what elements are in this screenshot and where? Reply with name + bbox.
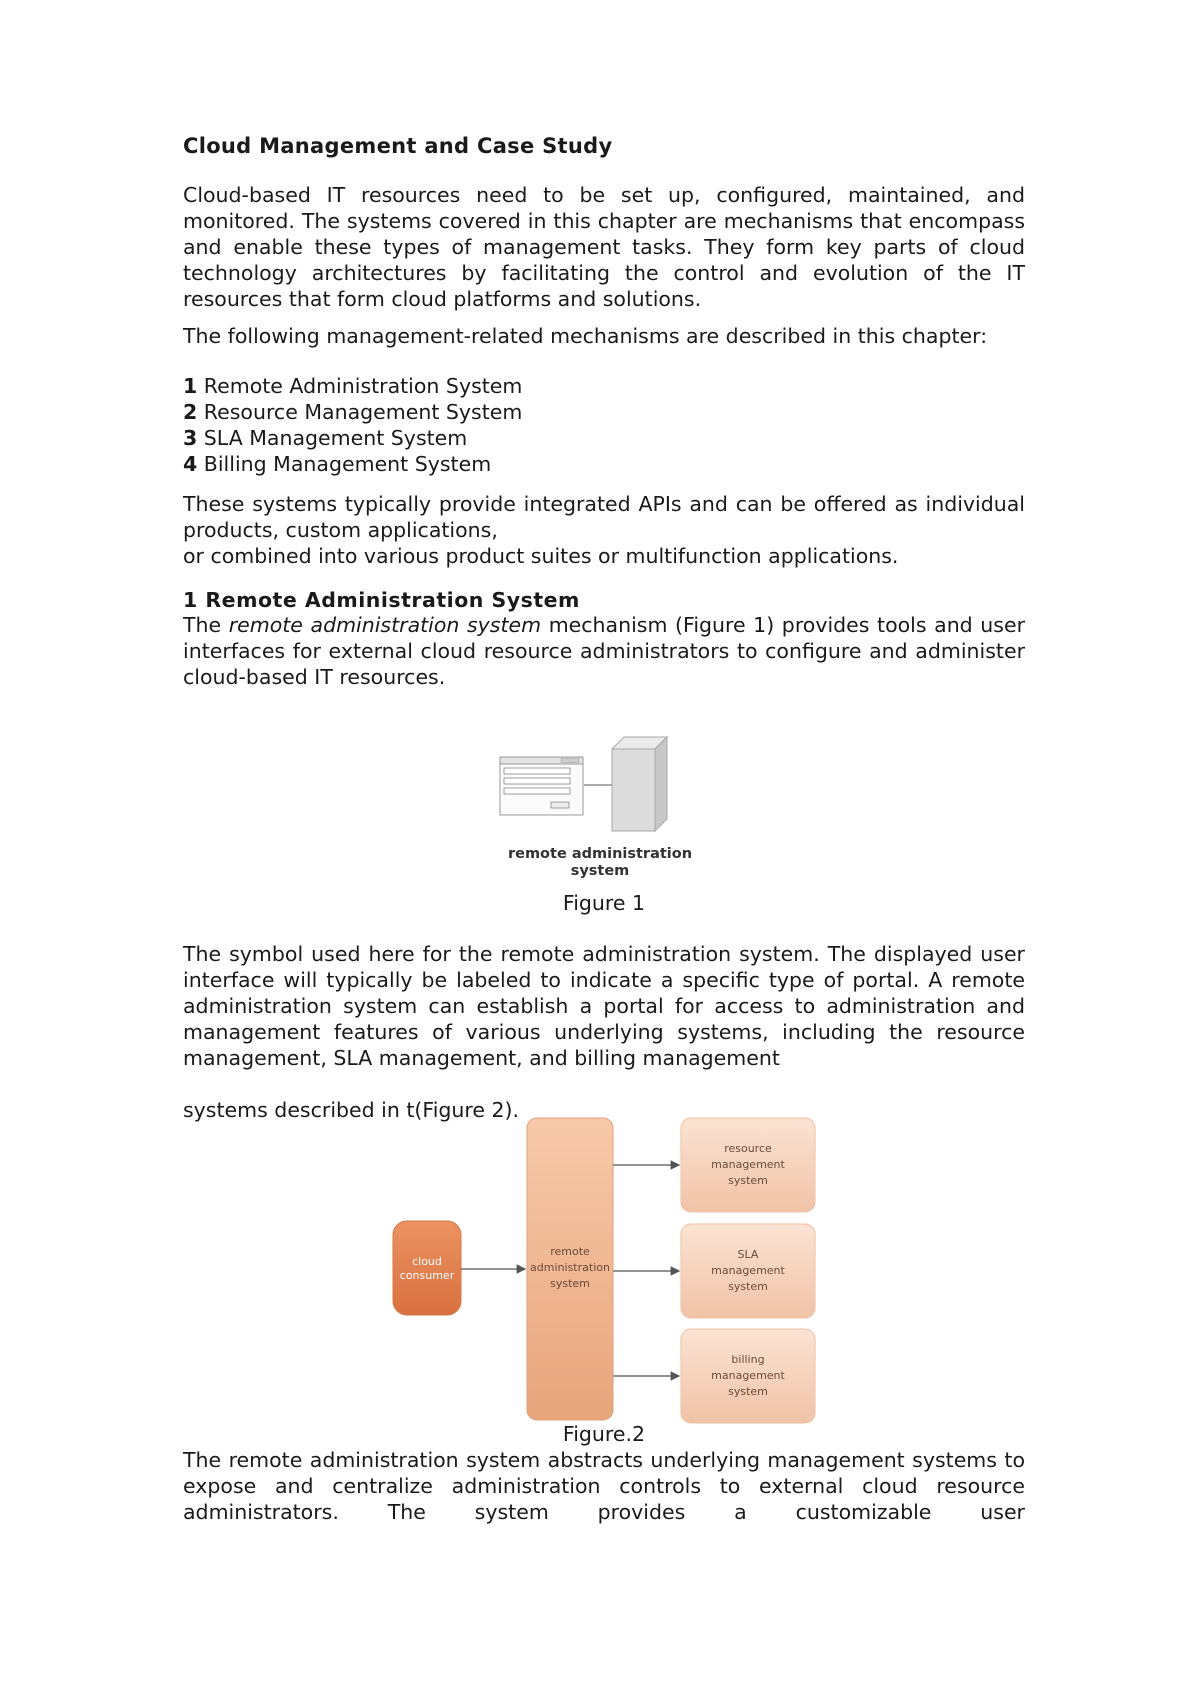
section-paragraph-1: The remote administration system mechanism (Figure 1) provides tools and user interfaces for external cloud resource administrators to configure and administer cloud-based IT resources. [183, 613, 1025, 689]
section-paragraph-2: The symbol used here for the remote administration system. The displayed user interface will typically be labeled to indicate a specific type of portal. A remote administration system can establish a portal for access to administration and management features of various underlying systems, including the resource management, SLA management, and billing management [183, 942, 1025, 1070]
apis-paragraph: These systems typically provide integrated APIs and can be offered as individual products, custom applications, or combined into various product suites or multifunction applications. [183, 492, 1025, 568]
section-paragraph-2-tail: systems described in t(Figure 2). [183, 1098, 520, 1122]
svg-text:administration: administration [530, 1261, 610, 1274]
mechanism-list [183, 373, 1025, 477]
sla-management-system-box [681, 1224, 815, 1318]
document-page [183, 0, 1025, 1696]
intro-paragraph: Cloud-based IT resources need to be set up, configured, maintained, and monitored. The systems covered in this chapter are mechanisms that encompass and enable these types of management tasks. They form key parts of cloud technology architectures by facilitating the control and evolution of the IT resources that form cloud platforms and solutions. [183, 183, 1025, 311]
list-item: 3 SLA Management System [183, 426, 468, 450]
svg-text:management: management [711, 1264, 785, 1277]
section-heading: 1 Remote Administration System [183, 588, 580, 612]
figure-1-caption: Figure 1 [562, 891, 646, 915]
svg-text:remote: remote [550, 1245, 590, 1258]
svg-text:system: system [728, 1385, 768, 1398]
figure-2-caption: Figure.2 [562, 1422, 646, 1446]
svg-text:system: system [550, 1277, 590, 1290]
figure-2-diagram [391, 1114, 821, 1424]
list-item: 1 Remote Administration System [183, 374, 523, 398]
figure-1-label: system [570, 863, 630, 879]
figure-1-diagram [493, 735, 713, 885]
cloud-consumer-box [393, 1221, 461, 1315]
list-intro-paragraph: The following management-related mechanisms are described in this chapter: [183, 324, 988, 348]
svg-text:management: management [711, 1369, 785, 1382]
svg-text:resource: resource [724, 1142, 772, 1155]
server-cube-icon [612, 737, 667, 831]
list-item: 2 Resource Management System [183, 400, 523, 424]
resource-management-system-box [681, 1118, 815, 1212]
svg-text:system: system [728, 1174, 768, 1187]
window-icon [500, 757, 583, 815]
section-paragraph-3: The remote administration system abstracts underlying management systems to expose and centralize administration controls to external cloud resource administrators. The system provides a customizable user [183, 1448, 1025, 1524]
billing-management-system-box [681, 1329, 815, 1423]
svg-text:system: system [728, 1280, 768, 1293]
figure-1-label: remote administration [507, 846, 693, 862]
svg-text:SLA: SLA [737, 1248, 759, 1261]
svg-text:cloud: cloud [412, 1255, 442, 1268]
svg-text:billing: billing [731, 1353, 765, 1366]
document-title: Cloud Management and Case Study [183, 134, 613, 158]
svg-text:management: management [711, 1158, 785, 1171]
svg-text:consumer: consumer [399, 1269, 455, 1282]
remote-administration-system-box [527, 1118, 613, 1420]
list-item: 4 Billing Management System [183, 452, 492, 476]
